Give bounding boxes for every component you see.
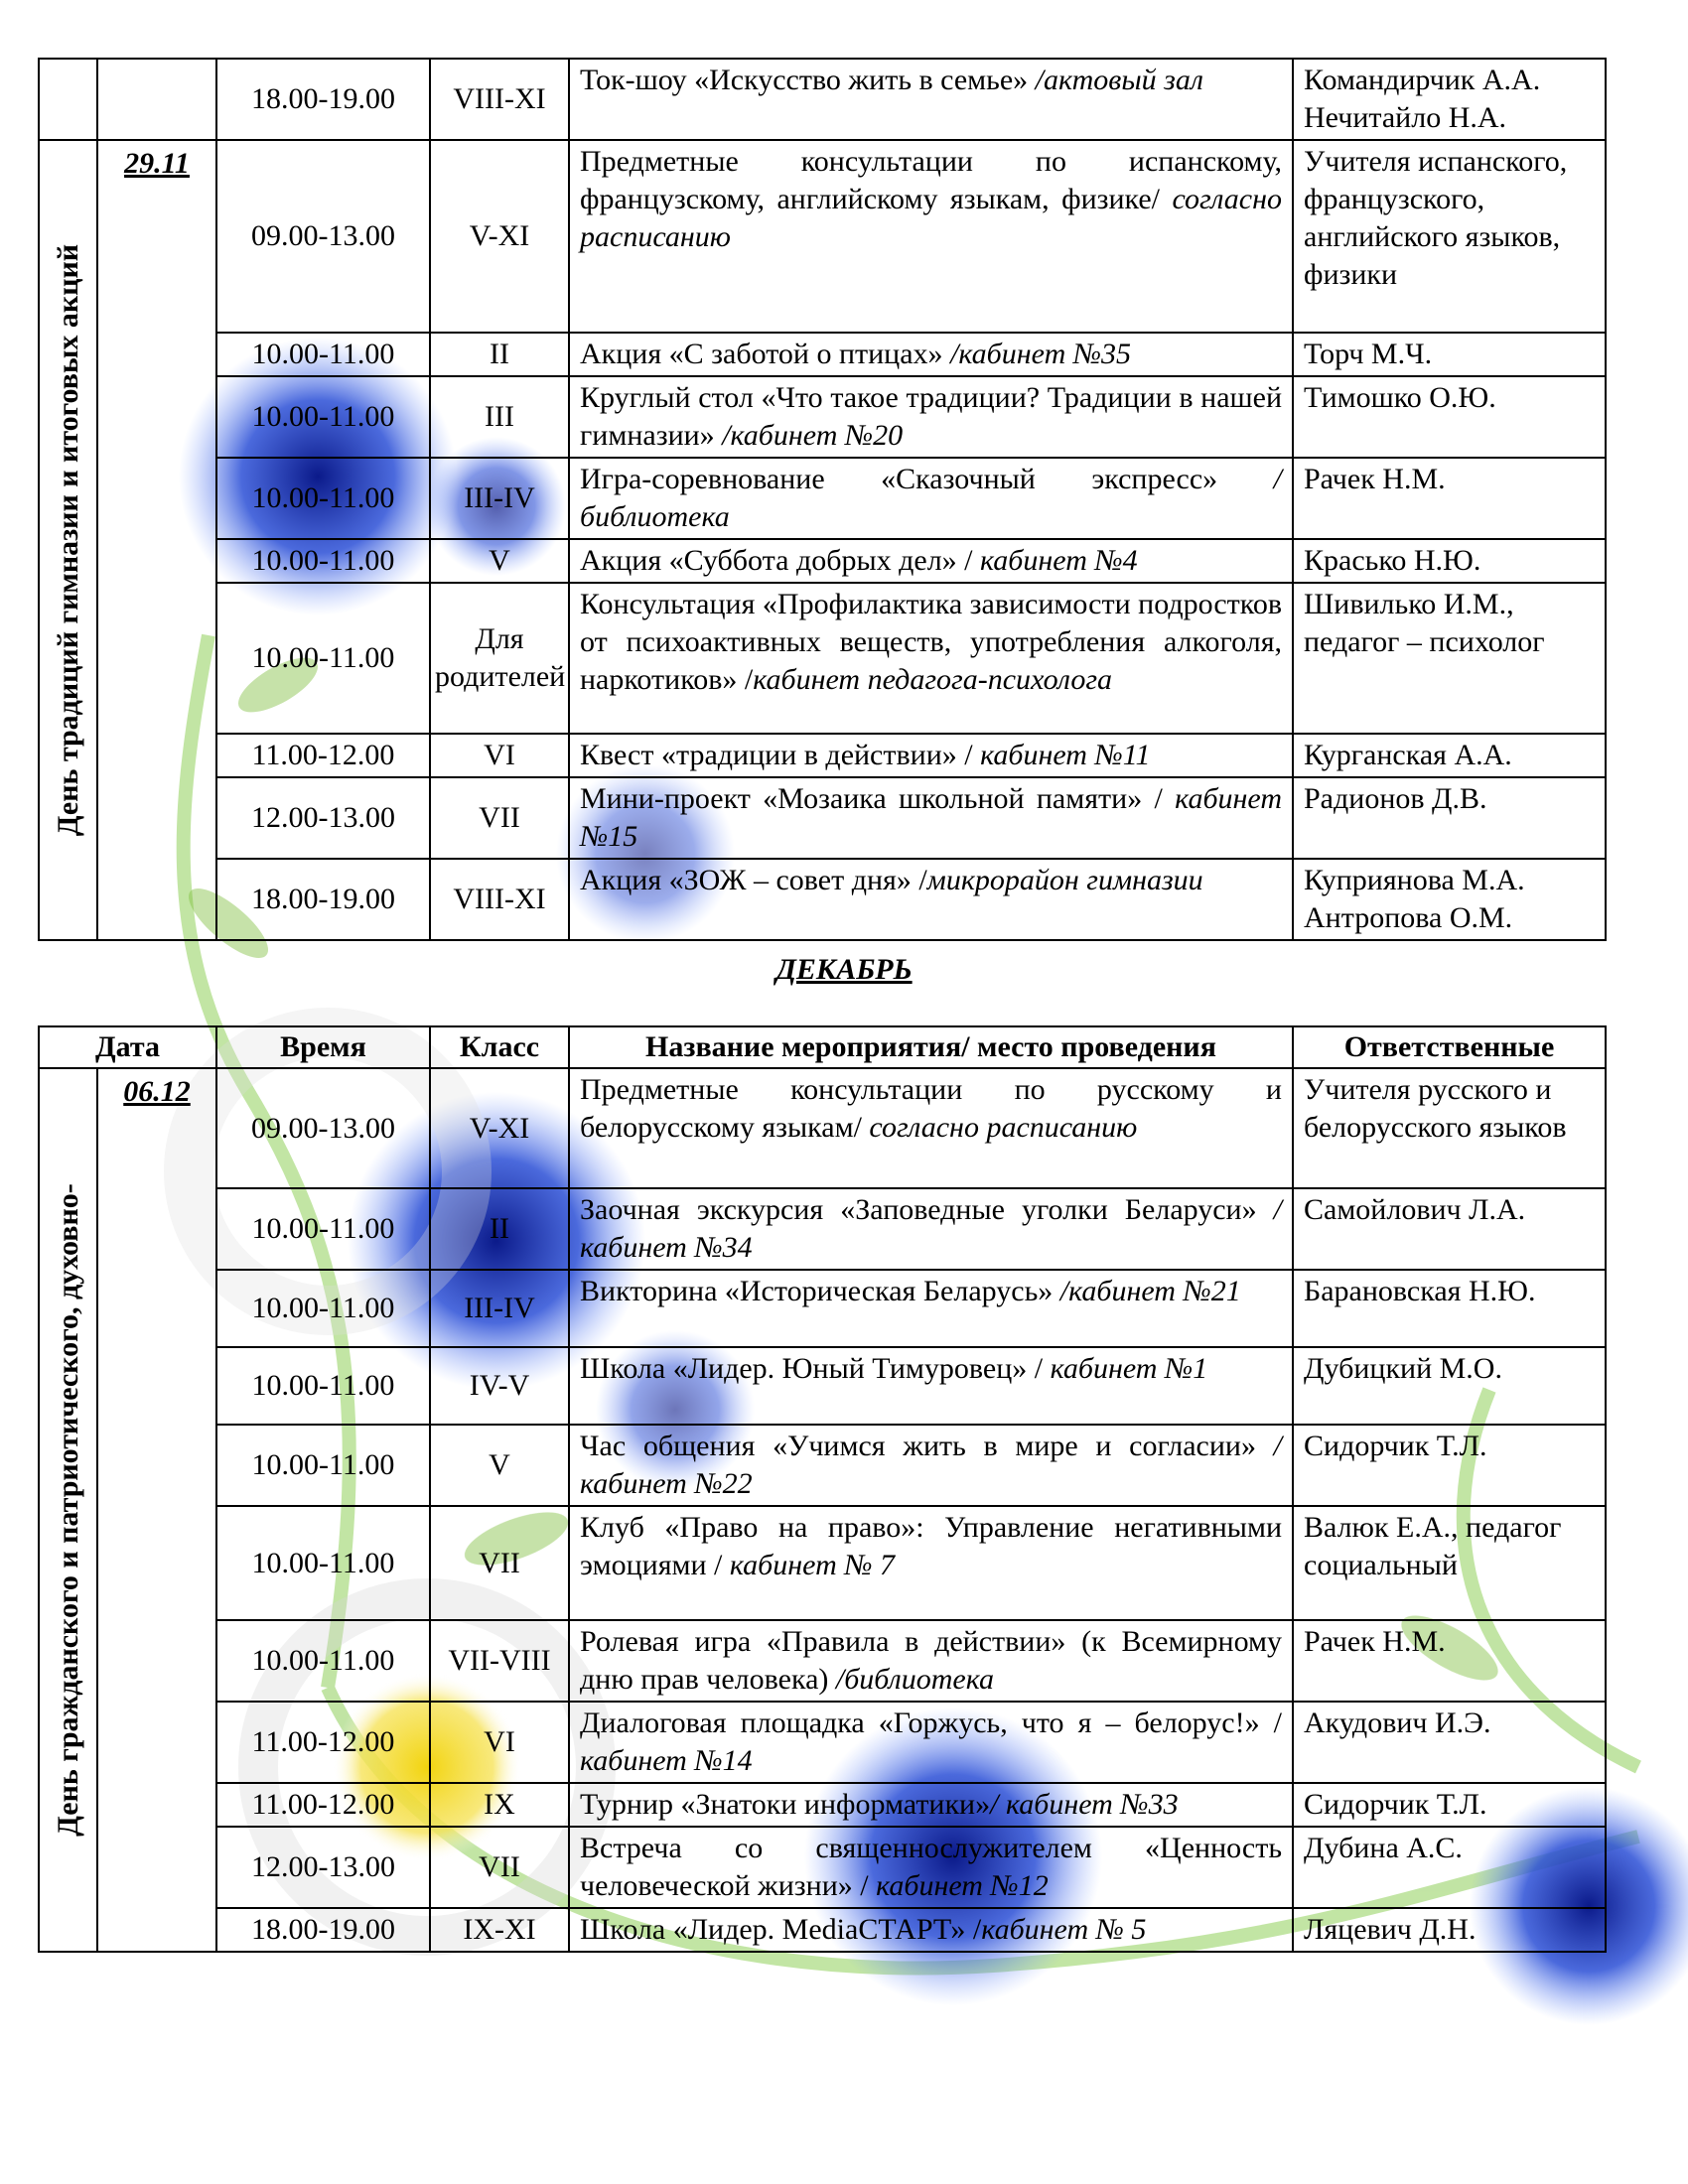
- table-row: [39, 1425, 1606, 1506]
- time-cell: 10.00-11.00: [216, 539, 430, 583]
- header-time: Время: [216, 1026, 430, 1068]
- event-cell: [569, 1425, 1293, 1506]
- section-side-title: День традиций гимназии и итоговых акций: [39, 140, 97, 940]
- table-row: [39, 140, 1606, 333]
- class-cell: IV-V: [430, 1347, 569, 1425]
- header-class: Класс: [430, 1026, 569, 1068]
- table-row: [39, 859, 1606, 940]
- time-cell: 10.00-11.00: [216, 458, 430, 539]
- event-title: Час общения «Учимся жить в мире и согласии»: [580, 1430, 1274, 1462]
- class-cell: III-IV: [430, 1270, 569, 1347]
- responsible-cell: Барановская Н.Ю.: [1293, 1270, 1606, 1347]
- date-label: 06.12: [123, 1075, 191, 1108]
- event-title: Клуб «Право на право»: Управление негативными эмоциями /: [580, 1511, 1282, 1581]
- event-cell: [569, 1702, 1293, 1783]
- header-responsible: Ответственные: [1293, 1026, 1606, 1068]
- event-title: Ролевая игра «Правила в действии» (к Всемирному дню прав человека): [580, 1625, 1282, 1696]
- time-cell: 10.00-11.00: [216, 1506, 430, 1620]
- event-place: / кабинет №33: [990, 1788, 1179, 1821]
- event-cell: [569, 583, 1293, 734]
- event-place: /библиотека: [835, 1663, 994, 1696]
- time-cell: 09.00-13.00: [216, 1068, 430, 1188]
- event-cell: [569, 1270, 1293, 1347]
- event-place: согласно расписанию: [580, 183, 1282, 253]
- time-cell: 12.00-13.00: [216, 777, 430, 859]
- event-place: /кабинет №35: [950, 338, 1132, 370]
- schedule-table-december: [38, 1025, 1607, 1953]
- event-title: Диалоговая площадка «Горжусь, что я – белорус!» /: [580, 1706, 1282, 1739]
- responsible-cell: Торч М.Ч.: [1293, 333, 1606, 376]
- event-place: /кабинет №20: [722, 419, 904, 452]
- event-cell: [569, 1188, 1293, 1270]
- responsible-cell: Валюк Е.А., педагог социальный: [1293, 1506, 1606, 1620]
- table-row: [39, 1783, 1606, 1827]
- time-cell: 10.00-11.00: [216, 1425, 430, 1506]
- responsible-cell: Дубицкий М.О.: [1293, 1347, 1606, 1425]
- event-cell: [569, 1827, 1293, 1908]
- responsible-cell: Сидорчик Т.Л.: [1293, 1425, 1606, 1506]
- table-row: [39, 777, 1606, 859]
- time-cell: 09.00-13.00: [216, 140, 430, 333]
- class-cell: III-IV: [430, 458, 569, 539]
- responsible-cell: Дубина А.С.: [1293, 1827, 1606, 1908]
- event-title: Викторина «Историческая Беларусь»: [580, 1275, 1060, 1307]
- responsible-cell: Рачек Н.М.: [1293, 458, 1606, 539]
- responsible-cell: Учителя русского и белорусского языков: [1293, 1068, 1606, 1188]
- class-cell: Для родителей: [430, 583, 569, 734]
- table-row: [39, 1068, 1606, 1188]
- class-cell: VII-VIII: [430, 1620, 569, 1702]
- class-cell: V-XI: [430, 140, 569, 333]
- event-title: Встреча со священнослужителем «Ценность человеческой жизни» /: [580, 1832, 1282, 1902]
- class-cell: VI: [430, 1702, 569, 1783]
- time-cell: 10.00-11.00: [216, 1188, 430, 1270]
- class-cell: VI: [430, 734, 569, 777]
- event-title: Акция «Суббота добрых дел» /: [580, 544, 981, 577]
- table-row: [39, 583, 1606, 734]
- event-place: /кабинет №34: [580, 1193, 1282, 1264]
- event-place: /кабинет №22: [580, 1430, 1282, 1500]
- class-cell: IX: [430, 1783, 569, 1827]
- event-cell: [569, 1783, 1293, 1827]
- event-title: Игра-соревнование «Сказочный экспресс»: [580, 463, 1274, 495]
- table-row: [39, 1620, 1606, 1702]
- responsible-cell: Акудович И.Э.: [1293, 1702, 1606, 1783]
- header-date: Дата: [39, 1026, 216, 1068]
- table-header-row: [39, 1026, 1606, 1068]
- responsible-cell: Самойлович Л.А.: [1293, 1188, 1606, 1270]
- event-title: Консультация «Профилактика зависимости подростков от психоактивных веществ, употребления алкоголя, наркотиков» /: [580, 588, 1282, 696]
- event-title: Турнир «Знатоки информатики»: [580, 1788, 991, 1821]
- table-row: [39, 1270, 1606, 1347]
- table-row: [39, 333, 1606, 376]
- class-cell: III: [430, 376, 569, 458]
- table-row: [39, 1827, 1606, 1908]
- header-title: Название мероприятия/ место проведения: [569, 1026, 1293, 1068]
- event-cell: [569, 1347, 1293, 1425]
- responsible-cell: Тимошко О.Ю.: [1293, 376, 1606, 458]
- time-cell: 10.00-11.00: [216, 583, 430, 734]
- event-place: /библиотека: [580, 463, 1282, 533]
- month-heading: ДЕКАБРЬ: [775, 953, 913, 986]
- event-place: кабинет №12: [876, 1869, 1049, 1902]
- time-cell: 18.00-19.00: [216, 59, 430, 140]
- table-row: [39, 734, 1606, 777]
- table-row: [39, 1702, 1606, 1783]
- event-title: Акция «С заботой о птицах»: [580, 338, 951, 370]
- responsible-cell: Красько Н.Ю.: [1293, 539, 1606, 583]
- event-place: кабинет №15: [580, 782, 1282, 853]
- table-row: [39, 376, 1606, 458]
- date-cell-empty: [97, 59, 216, 140]
- event-cell: [569, 376, 1293, 458]
- event-place: /кабинет №21: [1059, 1275, 1241, 1307]
- time-cell: 10.00-11.00: [216, 1270, 430, 1347]
- event-cell: [569, 1620, 1293, 1702]
- event-title: Квест «традиции в действии» /: [580, 739, 981, 771]
- event-title: Предметные консультации по испанскому, французскому, английскому языкам, физике/: [580, 145, 1282, 215]
- table-row: [39, 1908, 1606, 1952]
- event-cell: [569, 859, 1293, 940]
- event-title: Предметные консультации по русскому и белорусскому языкам/: [580, 1073, 1282, 1144]
- event-place: кабинет №1: [1050, 1352, 1208, 1385]
- event-title: Школа «Лидер. MediaСТАРТ» /: [580, 1913, 982, 1946]
- time-cell: 10.00-11.00: [216, 1347, 430, 1425]
- class-cell: V: [430, 1425, 569, 1506]
- event-cell: [569, 734, 1293, 777]
- event-place: кабинет №11: [980, 739, 1151, 771]
- time-cell: 18.00-19.00: [216, 1908, 430, 1952]
- responsible-cell: Учителя испанского, французского, английского языков, физики: [1293, 140, 1606, 333]
- event-place: кабинет №4: [980, 544, 1138, 577]
- time-cell: 10.00-11.00: [216, 333, 430, 376]
- class-cell: VII: [430, 1506, 569, 1620]
- date-label: 29.11: [124, 147, 190, 180]
- time-cell: 10.00-11.00: [216, 1620, 430, 1702]
- time-cell: 12.00-13.00: [216, 1827, 430, 1908]
- time-cell: 11.00-12.00: [216, 1783, 430, 1827]
- event-cell: [569, 777, 1293, 859]
- event-cell: [569, 140, 1293, 333]
- table-row: [39, 1506, 1606, 1620]
- class-cell: VII: [430, 777, 569, 859]
- responsible-cell: Сидорчик Т.Л.: [1293, 1783, 1606, 1827]
- event-title: Школа «Лидер. Юный Тимуровец» /: [580, 1352, 1051, 1385]
- event-place: /актовый зал: [1035, 64, 1203, 96]
- class-cell: II: [430, 333, 569, 376]
- event-title: Ток-шоу «Искусство жить в семье»: [580, 64, 1036, 96]
- time-cell: 18.00-19.00: [216, 859, 430, 940]
- class-cell: V-XI: [430, 1068, 569, 1188]
- event-title: Круглый стол «Что такое традиции? Традиции в нашей гимназии»: [580, 381, 1282, 452]
- class-cell: VII: [430, 1827, 569, 1908]
- class-cell: VIII-XI: [430, 59, 569, 140]
- event-cell: [569, 333, 1293, 376]
- class-cell: II: [430, 1188, 569, 1270]
- table-row: [39, 1188, 1606, 1270]
- event-cell: [569, 1506, 1293, 1620]
- event-place: согласно расписанию: [869, 1111, 1138, 1144]
- table-row: [39, 59, 1606, 140]
- class-cell: IX-XI: [430, 1908, 569, 1952]
- responsible-cell: Куприянова М.А. Антропова О.М.: [1293, 859, 1606, 940]
- event-cell: [569, 1908, 1293, 1952]
- responsible-cell: Шивилько И.М., педагог – психолог: [1293, 583, 1606, 734]
- event-cell: [569, 1068, 1293, 1188]
- table-row: [39, 539, 1606, 583]
- responsible-cell: Радионов Д.В.: [1293, 777, 1606, 859]
- event-title: Мини-проект «Мозаика школьной памяти» /: [580, 782, 1176, 815]
- class-cell: V: [430, 539, 569, 583]
- schedule-table-november: [38, 58, 1607, 941]
- event-cell: [569, 458, 1293, 539]
- responsible-cell: Командирчик А.А. Нечитайло Н.А.: [1293, 59, 1606, 140]
- event-place: микрорайон гимназии: [926, 864, 1203, 896]
- table-row: [39, 1347, 1606, 1425]
- responsible-cell: Курганская А.А.: [1293, 734, 1606, 777]
- side-cell-empty: [39, 59, 97, 140]
- time-cell: 10.00-11.00: [216, 376, 430, 458]
- event-cell: [569, 59, 1293, 140]
- event-title: Акция «ЗОЖ – совет дня» /: [580, 864, 927, 896]
- event-place: кабинет №14: [580, 1744, 753, 1777]
- event-cell: [569, 539, 1293, 583]
- event-place: кабинет № 5: [981, 1913, 1147, 1946]
- responsible-cell: Ляцевич Д.Н.: [1293, 1908, 1606, 1952]
- table-row: [39, 458, 1606, 539]
- event-place: кабинет педагога-психолога: [753, 663, 1113, 696]
- event-title: Заочная экскурсия «Заповедные уголки Беларуси»: [580, 1193, 1274, 1226]
- section-side-title: День гражданского и патриотического, духовно-: [39, 1068, 97, 1952]
- date-cell: [97, 140, 216, 940]
- time-cell: 11.00-12.00: [216, 1702, 430, 1783]
- time-cell: 11.00-12.00: [216, 734, 430, 777]
- date-cell: [97, 1068, 216, 1952]
- responsible-cell: Рачек Н.М.: [1293, 1620, 1606, 1702]
- event-place: кабинет № 7: [729, 1549, 896, 1581]
- class-cell: VIII-XI: [430, 859, 569, 940]
